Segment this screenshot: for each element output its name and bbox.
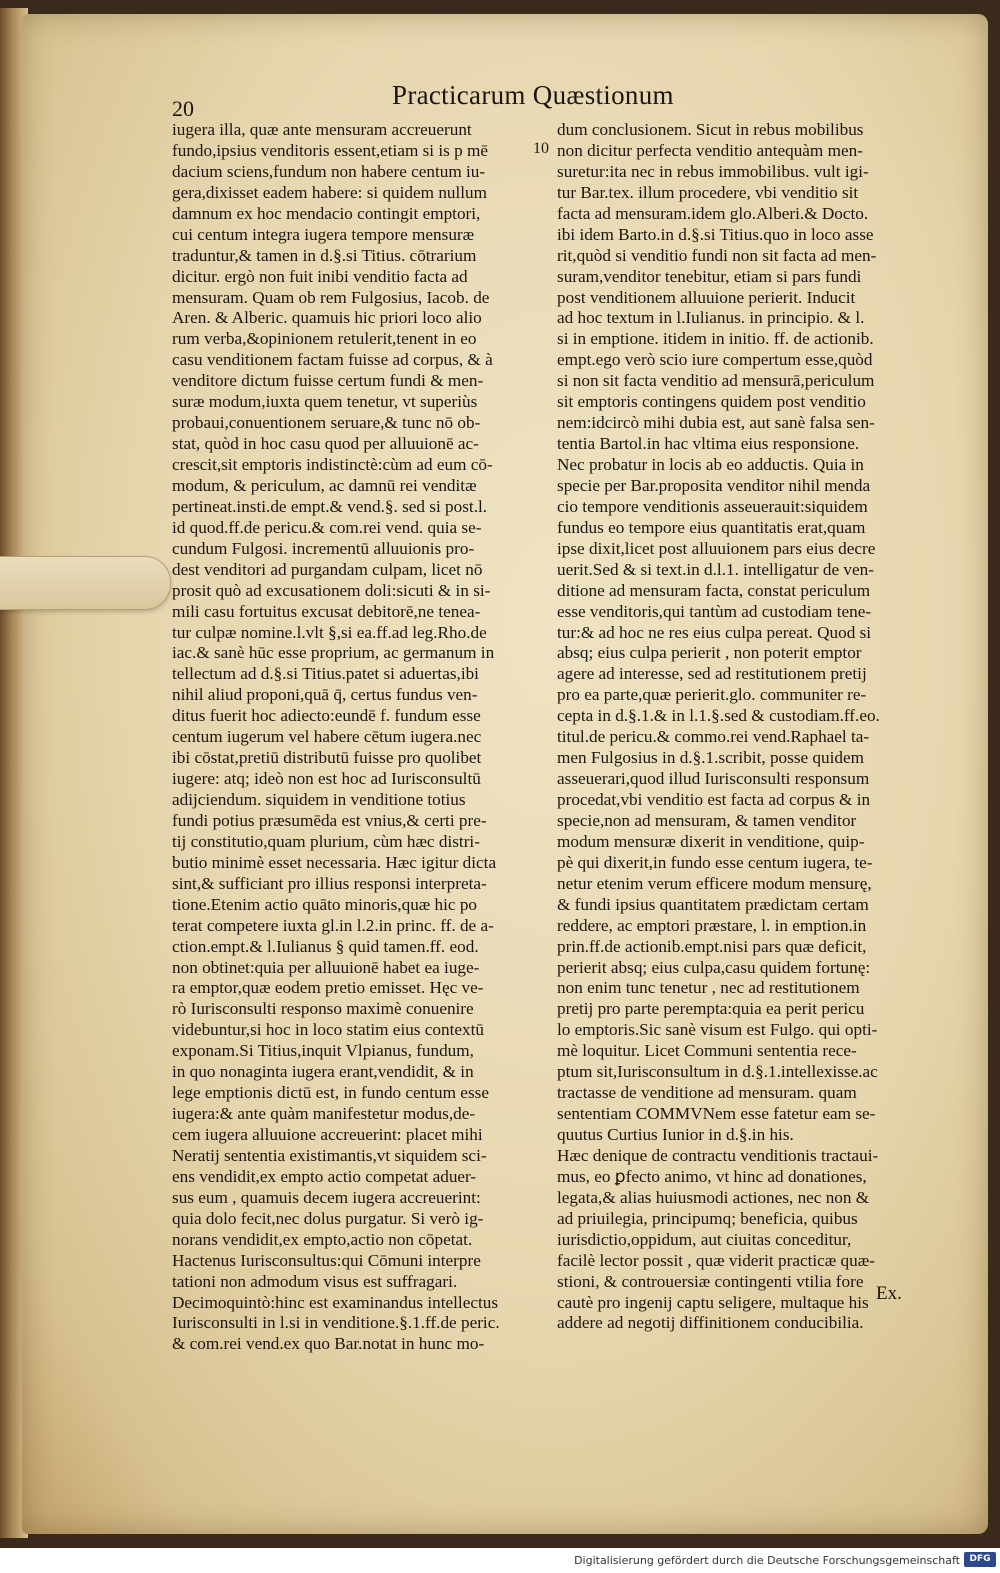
text-line: facta ad mensuram.idem glo.Alberi.& Docto.: [557, 203, 869, 223]
catchword: Ex.: [876, 1283, 902, 1304]
text-line: damnum ex hoc mendacio contingit emptori,: [172, 203, 481, 223]
text-line: ction.empt.& l.Iulianus § quid tamen.ff. eod.: [172, 936, 479, 956]
text-line: rum verba,&opinionem retulerit,tenent in eo: [172, 329, 477, 349]
text-line: quutus Curtius Iunior in d.§.in his.: [557, 1125, 794, 1144]
text-line: rò Iurisconsulti responso maximè conuenire: [172, 999, 474, 1019]
text-line: lo emptoris.Sic sanè visum est Fulgo. qui opti-: [557, 1020, 878, 1040]
text-line: Hæc denique de contractu venditionis tractaui-: [557, 1145, 879, 1165]
text-line: fundi potius præsumēda est vnius,& certi pre-: [172, 810, 487, 830]
text-line: Iurisconsulti in l.si in venditione.§.1.ff.de peric.: [172, 1313, 500, 1333]
text-line: & fundi ipsius quantitatem prædictam certam: [557, 894, 869, 914]
text-line: cautè pro ingenij captu seligere, multaque his: [557, 1292, 869, 1312]
text-line: quia dolo fecit,nec dolus purgatur. Si verò ig-: [172, 1208, 484, 1228]
text-line: adijciendum. siquidem in venditione totius: [172, 790, 466, 809]
text-line: mè loquitur. Licet Communi sententia rece-: [557, 1041, 857, 1061]
text-line: Neratij sententia existimantis,vt siquidem sci-: [172, 1145, 487, 1165]
text-line: suram,venditor tenebitur, etiam si pars fundi: [557, 266, 862, 286]
digitization-footer: [0, 1548, 1000, 1573]
text-line: post venditionem alluuione perierit. Inducit: [557, 287, 856, 307]
text-line: videbuntur,si hoc in loco statim eius contextū: [172, 1020, 484, 1040]
page-number: 20: [172, 96, 194, 121]
margin-line-number: 10: [533, 140, 549, 157]
right-text-column: [557, 120, 909, 1334]
text-line: tione.Etenim actio quāto minoris,quæ hic po: [172, 894, 478, 914]
text-line: tellectum ad d.§.si Titius.patet si aduertas,ibi: [172, 664, 479, 684]
text-line: cem iugera alluuione accreuerint: placet mihi: [172, 1125, 483, 1144]
text-line: suræ modum,iuxta quem tenetur, vt superiùs: [172, 392, 478, 412]
text-line: uerit.Sed & si text.in d.l.1. intelligatur de ven-: [557, 559, 874, 579]
text-line: agere ad interesse, sed ad restitutionem pretij: [557, 664, 867, 684]
text-line: empt.ego verò scio iure compertum esse,quòd: [557, 350, 873, 370]
text-line: facilè lector possit , quæ viderit practicæ quæ-: [557, 1250, 875, 1270]
text-line: in quo nonaginta iugera erant,vendidit, & in: [172, 1062, 474, 1082]
text-line: rit,quòd si venditio fundi non sit facta ad men-: [557, 245, 877, 265]
text-line: ditus fuerit hoc adiecto:eundē f. fundum esse: [172, 706, 481, 726]
text-line: ens vendidit,ex empto actio competat aduer-: [172, 1166, 477, 1186]
text-line: modum, & periculum, ac damnū rei venditæ: [172, 475, 477, 495]
text-line: nihil aliud proponi,quā q̄, certus fundus ven-: [172, 685, 478, 705]
text-line: probaui,conuentionem seruare,& tunc nō ob-: [172, 413, 481, 433]
text-line: asseuerari,quod illud Iurisconsulti responsum: [557, 769, 870, 789]
text-line: cio tempore venditionis asseuerauit:siquidem: [557, 496, 868, 516]
text-line: cui centum integra iugera tempore mensuræ: [172, 224, 475, 244]
dfg-logo: DFG: [964, 1552, 996, 1567]
text-line: ipse dixit,licet post alluuionem pars eius decre: [557, 538, 876, 558]
text-line: sint,& sufficiant pro illius responsi interpreta-: [172, 873, 487, 893]
text-line: centum iugerum vel habere cētum iugera.nec: [172, 727, 482, 747]
text-line: tur Bar.tex. illum procedere, vbi venditio sit: [557, 182, 859, 202]
text-line: men Fulgosius in d.§.1.scribit, posse quidem: [557, 748, 864, 768]
text-line: tur:& ad hoc ne res eius culpa pereat. Quod si: [557, 622, 872, 642]
text-line: id quod.ff.de pericu.& com.rei vend. quia se-: [172, 517, 482, 537]
left-text-column: [172, 120, 532, 1355]
text-line: tentia Bartol.in hac vltima eius responsione.: [557, 434, 860, 454]
text-line: iac.& sanè hūc esse proprium, ac germanum in: [172, 643, 495, 663]
text-line: ibi idem Barto.in d.§.si Titius.quo in loco asse: [557, 224, 874, 244]
text-line: & com.rei vend.ex quo Bar.notat in hunc mo-: [172, 1334, 485, 1354]
text-line: si non sit facta venditio ad mensurā,periculum: [557, 371, 875, 391]
text-line: gera,dixisset eadem habere: si quidem nullum: [172, 182, 488, 202]
text-line: crescit,sit emptoris indistinctè:cùm ad eum cō-: [172, 455, 493, 474]
text-line: venditore dictum fuisse certum fundi & men-: [172, 371, 484, 391]
text-line: dicitur. ergò non fuit inibi venditio facta ad: [172, 266, 468, 286]
text-line: Aren. & Alberic. quamuis hic priori loco alio: [172, 308, 482, 328]
text-line: traduntur,& tamen in d.§.si Titius. cōtrarium: [172, 245, 477, 265]
text-line: terat competere iuxta gl.in l.2.in princ. ff. de a-: [172, 915, 494, 935]
text-line: netur etenim verum efficere modum mensurę,: [557, 873, 872, 893]
text-line: pertineat.insti.de empt.& vend.§. sed si post.l.: [172, 496, 488, 516]
text-line: non enim tunc tenetur , nec ad restitutionem: [557, 978, 860, 998]
text-line: Decimoquintò:hinc est examinandus intellectus: [172, 1292, 499, 1312]
text-line: perierit absq; eius culpa,casu quidem fortunę:: [557, 957, 871, 977]
text-line: stat, quòd in hoc casu quod per alluuionē ac-: [172, 434, 479, 454]
text-line: pro ea parte,quæ perierit.glo. communiter re-: [557, 685, 867, 705]
text-line: iugera:& ante quàm manifestetur modus,de-: [172, 1104, 476, 1124]
text-line: norans vendidit,ex empto,actio non cōpetat.: [172, 1229, 473, 1249]
text-line: stioni, & controuersiæ contingenti vtilia fore: [557, 1271, 864, 1291]
text-line: ad priuilegia, principumq; beneficia, quibus: [557, 1208, 858, 1228]
text-line: iugera illa, quæ ante mensuram accreuerunt: [172, 120, 472, 139]
running-head: Practicarum Quæstionum: [392, 80, 674, 110]
text-line: suretur:ita nec in rebus immobilibus. vult igi-: [557, 161, 869, 181]
text-line: tationi non admodum visus est suffragari.: [172, 1271, 458, 1291]
text-line: mensuram. Quam ob rem Fulgosius, Iacob. de: [172, 287, 490, 307]
text-line: ditione ad mensuram facta, constat periculum: [557, 580, 871, 600]
text-line: iugere: atq; ideò non est hoc ad Iurisconsultū: [172, 769, 481, 789]
text-line: si in emptione. itidem in initio. ff. de actionib.: [557, 329, 874, 349]
text-line: ad hoc textum in l.Iulianus. in principio. & l.: [557, 308, 865, 328]
text-line: specie per Bar.proposita venditor nihil menda: [557, 475, 871, 495]
text-line: dest venditori ad purgandam culpam, licet nō: [172, 559, 483, 579]
text-line: ibi cōstat,pretiū distributū fuisse pro quolibet: [172, 748, 482, 768]
text-line: specie,non ad mensuram, & tamen venditor: [557, 810, 857, 830]
text-line: casu venditionem factam fuisse ad corpus, & à: [172, 350, 493, 370]
text-line: nem:idcircò mihi dubia est, aut sanè falsa sen-: [557, 413, 875, 433]
text-line: butio minimè esset necessaria. Hæc igitur dicta: [172, 852, 497, 872]
text-line: lege emptionis dictū est, in fundo centum esse: [172, 1083, 489, 1103]
text-line: procedat,vbi venditio est facta ad corpus & in: [557, 790, 871, 809]
text-line: cundum Fulgosi. incrementū alluuionis pro-: [172, 538, 475, 558]
text-line: tur culpæ nomine.l.vlt §,si ea.ff.ad leg.Rho.de: [172, 622, 487, 642]
text-line: non obtinet:quia per alluuionē habet ea iuge-: [172, 957, 480, 977]
text-line: exponam.Si Titius,inquit Vlpianus, fundum,: [172, 1041, 474, 1061]
text-line: addere ad negotij diffinitionem conducibilia.: [557, 1313, 864, 1333]
text-line: modum mensuræ dixerit in venditione, quip-: [557, 831, 865, 851]
text-line: fundo,ipsius venditoris essent,etiam si is p mē: [172, 140, 489, 160]
text-line: sus eum , quamuis decem iugera accreuerint:: [172, 1187, 481, 1207]
text-line: pè qui dixerit,in fundo esse centum iugera, te-: [557, 852, 873, 872]
text-line: reddere, ac emptori præstare, l. in emption.in: [557, 915, 867, 935]
text-line: tractasse de venditione ad mensuram. quam: [557, 1083, 857, 1103]
text-line: mus, eo ꝑfecto animo, vt hinc ad donationes,: [557, 1166, 867, 1186]
text-line: legata,& alias huiusmodi actiones, nec non &: [557, 1187, 870, 1207]
text-line: prin.ff.de actionib.empt.nisi pars quæ deficit,: [557, 936, 867, 956]
text-line: Nec probatur in locis ab eo adductis. Quia in: [557, 455, 864, 474]
text-line: dacium sciens,fundum non habere centum iu-: [172, 161, 486, 181]
text-line: absq; eius culpa perierit , non poterit emptor: [557, 643, 862, 663]
text-line: iurisdictio,oppidum, aut ciuitas conceditur,: [557, 1229, 852, 1249]
text-line: ptum sit,Iurisconsultum in d.§.1.intellexisse.ac: [557, 1062, 878, 1082]
text-line: titul.de pericu.& commo.rei vend.Raphael ta-: [557, 727, 870, 747]
text-line: sit emptoris contingens quidem post venditio: [557, 392, 866, 412]
footer-credit: Digitalisierung gefördert durch die Deutsche Forschungsgemeinschaft: [574, 1554, 960, 1567]
text-line: tij constitutio,quam plurium, cùm hæc distri-: [172, 831, 480, 851]
text-line: prosit quò ad excusationem doli:sicuti & in si-: [172, 580, 491, 600]
text-line: sententiam COMMVNem esse fatetur eam se-: [557, 1104, 876, 1124]
text-line: non dicitur perfecta venditio antequàm men-: [557, 140, 863, 160]
text-line: esse venditoris,qui tantùm ad custodiam tene-: [557, 601, 872, 621]
paper-tab-marker: [0, 556, 171, 610]
text-line: dum conclusionem. Sicut in rebus mobilibus: [557, 120, 864, 139]
text-line: mili casu fortuitus excusat debitorē,ne tenea-: [172, 601, 481, 621]
text-line: ra emptor,quæ eodem pretio emisset. Hęc ve-: [172, 978, 484, 998]
text-line: pretij pro parte perempta:quia ea perit pericu: [557, 999, 865, 1019]
text-line: cepta in d.§.1.& in l.1.§.sed & custodiam.ff.eo.: [557, 706, 880, 726]
text-line: Hactenus Iurisconsultus:qui Cōmuni interpre: [172, 1250, 481, 1270]
text-line: fundus eo tempore eius quantitatis erat,quam: [557, 517, 866, 537]
